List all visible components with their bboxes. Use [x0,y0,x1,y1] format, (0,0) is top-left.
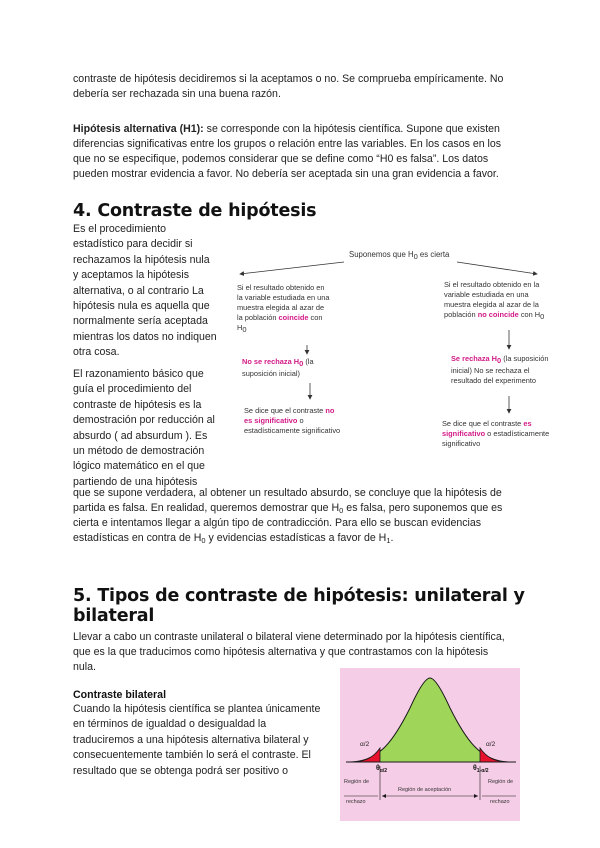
text-line: Cuando la hipótesis científica se plantea únicamente [73,703,321,715]
region-right-label-1: Región de [488,779,514,785]
diagram-right-result: Se rechaza $H_0$ (la suposición inicial) No se rechaza el resultado del experimento [451,354,549,385]
h1-line-3: que no se especifique, podemos considerar que se define como “H0 es falsa”. Los datos [73,153,489,165]
text-line: otra cosa. [73,346,120,359]
text-line: demostración por reducción al [73,414,215,427]
critical-right-label: $\theta_{1-\alpha/2}$ [473,765,489,774]
s5-para-line-3: nula. [73,661,96,673]
region-right-label-2: rechazo [490,799,510,805]
intro-line-1: contraste de hipótesis decidiremos si la aceptamos o no. Se comprueba empíricamente. No [73,73,504,85]
bilateral-curve-figure [340,668,520,821]
region-center-label: Región de aceptación [398,787,452,793]
section-4-title: 4. Contraste de hipótesis [73,201,317,221]
region-left-label-2: rechazo [346,799,366,805]
s5-para-line-1: Llevar a cabo un contraste unilateral o bilateral viene determinado por la hipótesis científica, [73,631,505,643]
h1-line-1: Hipótesis alternativa (H1): se corresponde con la hipótesis científica. Supone que existen [73,123,500,135]
bilateral-title: Contraste bilateral [73,689,167,701]
text-line: guía el procedimiento del [73,383,192,396]
text-line: normalmente sería aceptada [73,315,208,328]
h1-line-4: pueden mostrar evidencia a favor. No debería ser aceptada sin una gran evidencia a favor. [73,168,499,180]
text-line: lógico matemático en el que [73,460,205,473]
critical-left-label: $\theta_{\alpha/2}$ [376,765,388,774]
text-line: partiendo de una hipótesis [73,475,198,488]
section-5-title-line-1: 5. Tipos de contraste de hipótesis: unilateral y [73,586,525,606]
h1-line-2: diferencias significativas entre los grupos o relación entre las variables. En los casos en los [73,138,502,150]
hypothesis-decision-diagram [232,243,552,468]
text-line: El razonamiento básico que [73,368,204,380]
text-line: hipótesis nula es aquella que [73,300,210,313]
text-line: en términos de igualdad o desigualdad la [73,718,267,731]
s4-full-line-3: cierta e intentamos llegar a algún tipo de contradicción. Para ello se buscan evidencias [73,517,482,529]
text-line: contraste de hipótesis es la [73,398,202,411]
s4-full-line-4: estadísticas en contra de $H_0$ y evidencias estadísticas a favor de $H_1$. [73,532,394,545]
diagram-top-label: Suponemos que $H_0$ es cierta [349,250,450,261]
text-line: consecuentemente también lo será el contraste. El [73,749,311,762]
s4-full-line-1: que se supone verdadera, al obtener un resultado absurdo, se concluye que la hipótesis de [73,487,502,499]
s4-full-line-2: partida es falsa. En realidad, queremos demostrar que $H_0$ es falsa, pero suponemos que es [73,502,503,515]
text-line: resultado que se obtenga podrá ser positivo o [73,764,288,777]
intro-line-2: debería ser rechazada sin una buena razón. [73,88,281,100]
section-4-left-para-2 [73,367,238,490]
alpha-left-label: α/2 [360,741,370,748]
text-line: rechazamos la hipótesis nula [73,253,210,266]
text-line: mientras los datos no indiquen [73,330,217,343]
text-line: absurdo ( ad absurdum ). Es [73,429,208,442]
text-line: estadístico para decidir si [73,238,193,251]
bilateral-paragraph [73,702,338,779]
alpha-right-label: α/2 [486,741,496,748]
h1-label: Hipótesis alternativa (H1): [73,123,204,135]
text-line: y aceptamos la hipótesis [73,269,190,282]
text-line: Es el procedimiento [73,223,167,235]
text-line: traduciremos a una hipótesis alternativa bilateral y [73,733,309,746]
diagram-right-conclusion: Se dice que el contraste es significativo o estadísticamente significativo [442,419,550,448]
s5-para-line-2: que es la que traducimos como hipótesis alternativa y que contrastamos con la hipótesis [73,646,489,658]
section-5-title-line-2: bilateral [73,606,155,626]
diagram-left-conclusion: Se dice que el contraste no es significativo o estadísticamente significativo [244,406,341,435]
region-left-label-1: Región de [344,779,370,785]
diagram-right-branch: Si el resultado obtenido en la variable estudiada en una muestra elegida al azar de la población no coincide con $H_0$ [444,280,545,321]
text-line: un método de demostración [73,445,205,458]
section-4-left-para-1 [73,222,238,361]
diagram-left-branch: Si el resultado obtenido en la variable estudiada en una muestra elegida al azar de la población coincide con $H_0$ [237,283,330,334]
text-line: alternativa, o al contrario La [73,284,204,297]
diagram-left-result: No se rechaza $H_0$ (la suposición inicial) [242,357,314,378]
